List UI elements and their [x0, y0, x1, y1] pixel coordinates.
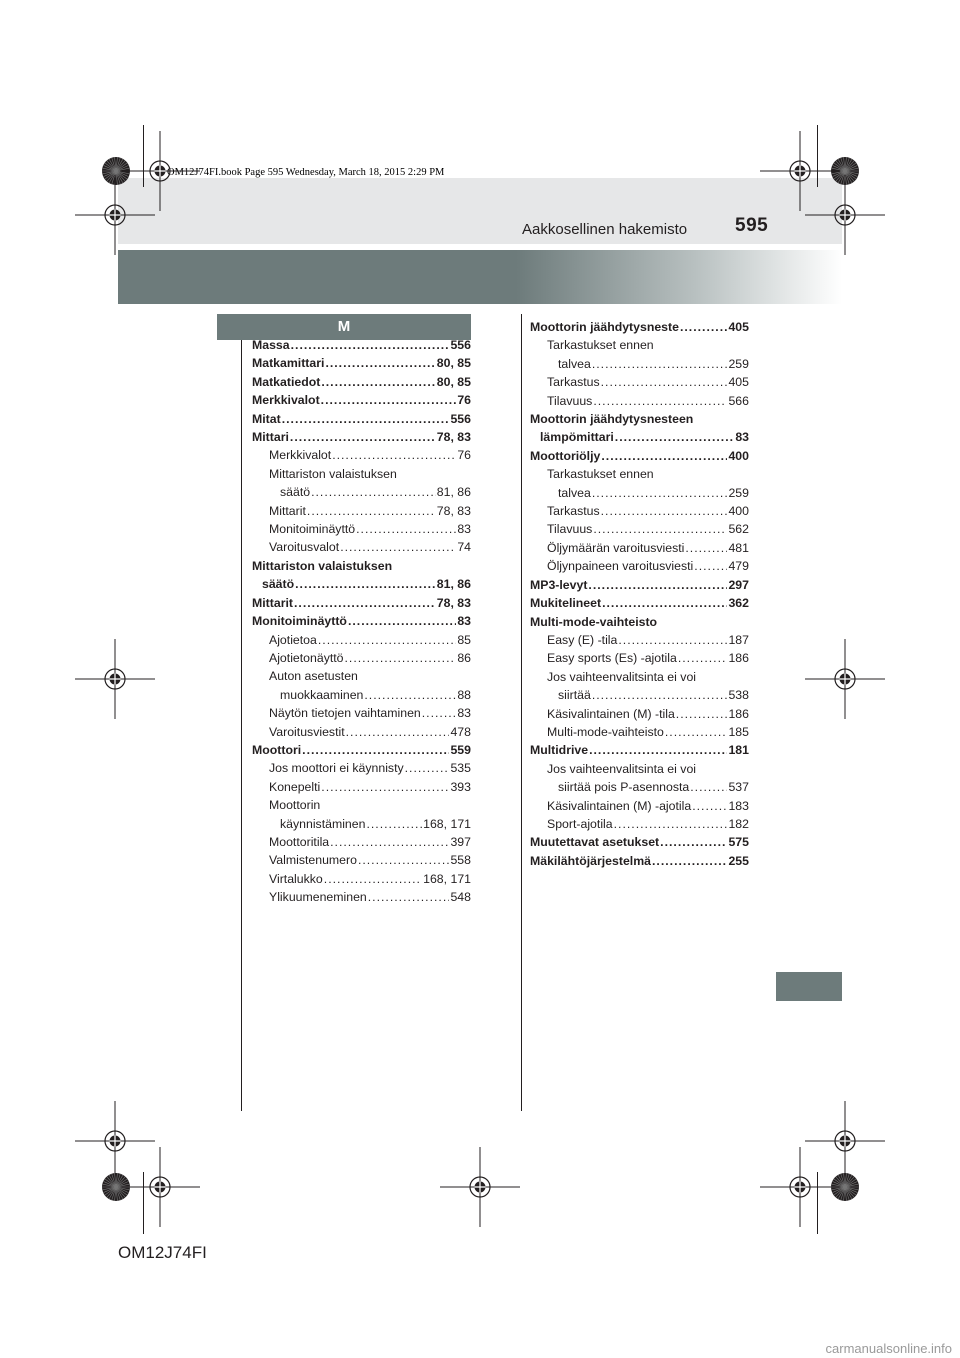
- index-entry-label: Mukitelineet: [530, 596, 602, 611]
- dot-leader: [302, 741, 449, 759]
- left-column-rule: [241, 340, 242, 1111]
- index-entry-page: 562: [728, 522, 749, 537]
- index-entry-label: Tarkastus: [547, 504, 600, 519]
- index-entry-page: 88: [457, 687, 471, 702]
- index-entry: [530, 447, 749, 465]
- index-entry-page: 80, 85: [436, 356, 471, 371]
- side-thumb-tab: [776, 972, 842, 1001]
- index-entry-label: Käsivalintainen (M) -ajotila: [547, 798, 692, 813]
- registration-starburst-mark: [100, 1171, 132, 1203]
- index-entry-page: 538: [728, 688, 749, 703]
- crop-line: [143, 1172, 144, 1234]
- index-entry-page: 76: [457, 393, 471, 408]
- index-line: Multi-mode-vaihteisto: [530, 614, 658, 629]
- index-entry: [252, 373, 471, 391]
- dot-leader: [618, 631, 727, 649]
- dot-leader: [325, 354, 435, 372]
- index-entry: [530, 705, 749, 723]
- index-entry-label: Monitoiminäyttö: [252, 614, 347, 629]
- index-entry-page: 83: [457, 522, 471, 537]
- index-entry-label: Näytön tietojen vaihtaminen: [269, 706, 421, 721]
- dot-leader: [332, 446, 456, 464]
- index-entry-page: 76: [457, 448, 471, 463]
- index-entry: [252, 612, 471, 630]
- index-entry-label: Merkkivalot: [269, 448, 332, 463]
- index-entry-label: Easy (E) -tila: [547, 632, 618, 647]
- index-entry-page: 393: [450, 779, 471, 794]
- index-entry-label: Massa: [252, 338, 290, 352]
- index-entry-page: 83: [735, 430, 749, 445]
- dot-leader: [311, 483, 436, 501]
- index-entry-label: käynnistäminen: [280, 816, 366, 831]
- index-entry: [252, 888, 471, 906]
- index-entry-label: MP3-levyt: [530, 577, 588, 592]
- index-entry-label: Öljynpaineen varoitusviesti: [547, 559, 694, 574]
- dot-leader: [290, 428, 436, 446]
- dot-leader: [588, 576, 727, 594]
- index-entry: [530, 594, 749, 612]
- dot-leader: [405, 759, 450, 777]
- index-entry: [530, 815, 749, 833]
- index-entry: [530, 797, 749, 815]
- index-entry: [530, 778, 749, 796]
- index-entry-label: Ajotietonäyttö: [269, 650, 344, 665]
- index-entry-page: 78, 83: [436, 503, 471, 518]
- index-line: Tarkastukset ennen: [547, 338, 654, 353]
- index-entry-label: Varoitusvalot: [269, 540, 340, 555]
- dot-leader: [356, 520, 456, 538]
- index-entry: [252, 833, 471, 851]
- dot-leader: [676, 705, 728, 723]
- index-entry: [530, 520, 749, 538]
- index-entry-page: 182: [728, 816, 749, 831]
- index-entry-page: 259: [728, 356, 749, 371]
- registration-crosshair-mark: [800, 634, 890, 724]
- index-entry-label: Monitoiminäyttö: [269, 522, 356, 537]
- index-entry-label: säätö: [262, 577, 295, 592]
- site-watermark: carmanualsonline.info: [825, 1341, 952, 1356]
- index-entry: [530, 392, 749, 410]
- index-entry-label: Multidrive: [530, 743, 589, 758]
- index-entry: [252, 354, 471, 372]
- index-entry-page: 566: [728, 393, 749, 408]
- dot-leader: [291, 336, 450, 354]
- index-entry: [252, 870, 471, 888]
- index-column-left: [252, 336, 471, 907]
- index-entry: [530, 539, 749, 557]
- index-entry-label: Moottori: [252, 742, 302, 757]
- index-entry-page: 405: [728, 320, 749, 334]
- index-entry-page: 183: [728, 798, 749, 813]
- index-entry-page: 558: [450, 853, 471, 868]
- index-entry: [530, 833, 749, 851]
- index-line: Auton asetusten: [269, 669, 358, 684]
- index-entry: [252, 704, 471, 722]
- dot-leader: [592, 355, 728, 373]
- index-line: Jos vaihteenvalitsinta ei voi: [547, 669, 697, 684]
- index-entry: [252, 538, 471, 556]
- registration-crosshair-mark: [435, 1142, 525, 1232]
- dot-leader: [358, 851, 450, 869]
- index-entry: [252, 741, 471, 759]
- index-entry: [530, 852, 749, 870]
- index-entry-label: Valmistenumero: [269, 853, 357, 868]
- index-entry-label: Merkkivalot: [252, 393, 320, 408]
- dot-leader: [368, 888, 450, 906]
- index-entry: [530, 741, 749, 759]
- index-entry-label: Moottoriöljy: [530, 448, 601, 463]
- index-entry-page: 548: [450, 890, 471, 905]
- index-entry: [530, 557, 749, 575]
- index-entry-label: Varoitusviestit: [269, 724, 345, 739]
- dot-leader: [295, 575, 436, 593]
- index-entry-page: 400: [728, 504, 749, 519]
- index-entry: [252, 575, 471, 593]
- index-entry-label: Tilavuus: [547, 522, 593, 537]
- document-code: OM12J74FI: [118, 1243, 207, 1262]
- index-line: Moottorin: [269, 798, 321, 813]
- index-entry: [530, 428, 749, 446]
- index-entry-label: Mäkilähtöjärjestelmä: [530, 853, 651, 868]
- index-entry-label: siirtää: [558, 688, 591, 703]
- dot-leader: [592, 484, 728, 502]
- index-entry-label: Mittarit: [269, 503, 306, 518]
- index-entry-label: Multi-mode-vaihteisto: [547, 724, 664, 739]
- index-entry-page: 80, 85: [436, 374, 471, 389]
- dot-leader: [678, 649, 728, 667]
- index-entry-page: 74: [457, 540, 471, 555]
- index-entry: [530, 373, 749, 391]
- dot-leader: [307, 502, 436, 520]
- index-entry-label: Tilavuus: [547, 393, 593, 408]
- index-entry-label: Muutettavat asetukset: [530, 835, 660, 850]
- index-entry-page: 559: [450, 742, 471, 757]
- dot-leader: [346, 723, 450, 741]
- dot-leader: [694, 557, 727, 575]
- index-entry-page: 168, 171: [423, 871, 471, 886]
- index-entry: [530, 723, 749, 741]
- index-entry-page: 537: [728, 780, 749, 795]
- dot-leader: [665, 723, 728, 741]
- index-entry-label: Mittarit: [252, 595, 293, 610]
- index-entry-label: talvea: [558, 356, 591, 371]
- index-entry-label: Tarkastus: [547, 375, 600, 390]
- dot-leader: [348, 612, 456, 630]
- dot-leader: [345, 649, 457, 667]
- registration-crosshair-mark: [70, 170, 160, 260]
- dot-leader: [321, 373, 435, 391]
- index-entry-page: 186: [728, 651, 749, 666]
- dot-leader: [330, 833, 449, 851]
- dot-leader: [652, 852, 727, 870]
- registration-crosshair-mark: [70, 634, 160, 724]
- index-entry-page: 535: [450, 761, 471, 776]
- index-entry-label: Jos moottori ei käynnisty: [269, 761, 404, 776]
- dot-leader: [680, 318, 728, 336]
- index-entry-page: 85: [457, 632, 471, 647]
- index-entry-label: Mitat: [252, 411, 281, 426]
- index-entry: [252, 502, 471, 520]
- dot-leader: [592, 686, 728, 704]
- index-entry-page: 187: [728, 632, 749, 647]
- dot-leader: [593, 392, 727, 410]
- index-entry-label: Mittari: [252, 430, 289, 445]
- index-entry-page: 86: [457, 650, 471, 665]
- index-entry: [252, 410, 471, 428]
- dot-leader: [294, 594, 436, 612]
- index-entry-page: 405: [728, 375, 749, 390]
- index-entry-page: 575: [728, 835, 749, 850]
- index-entry: [252, 851, 471, 869]
- index-entry: [530, 355, 749, 373]
- index-entry: [252, 759, 471, 777]
- index-entry-page: 481: [728, 540, 749, 555]
- dot-leader: [366, 815, 422, 833]
- index-entry-page: 181: [728, 743, 749, 758]
- index-entry-label: Öljymäärän varoitusviesti: [547, 540, 685, 555]
- index-entry-label: Ajotietoa: [269, 632, 317, 647]
- dot-leader: [614, 815, 728, 833]
- dot-leader: [340, 538, 456, 556]
- index-entry-label: Ylikuumeneminen: [269, 890, 367, 905]
- middle-column-rule: [521, 314, 522, 1111]
- index-entry-label: Easy sports (Es) -ajotila: [547, 651, 677, 666]
- index-entry-page: 78, 83: [436, 430, 471, 445]
- index-entry-label: Virtalukko: [269, 871, 323, 886]
- dot-leader: [690, 778, 727, 796]
- index-entry-page: 83: [457, 614, 471, 629]
- registration-starburst-mark: [829, 1171, 861, 1203]
- dot-leader: [318, 631, 456, 649]
- index-line: Jos vaihteenvalitsinta ei voi: [547, 761, 697, 776]
- index-entry-page: 397: [450, 834, 471, 849]
- index-entry-page: 78, 83: [436, 595, 471, 610]
- index-entry-label: Sport-ajotila: [547, 816, 613, 831]
- index-entry-label: talvea: [558, 485, 591, 500]
- page-number: 595: [735, 215, 769, 236]
- index-entry-page: 478: [450, 724, 471, 739]
- index-entry-label: Moottoritila: [269, 834, 330, 849]
- index-entry-page: 185: [728, 724, 749, 739]
- index-entry-label: Käsivalintainen (M) -tila: [547, 706, 675, 721]
- book-info-line: OM12J74FI.book Page 595 Wednesday, March 18, 2015 2:29 PM: [167, 167, 445, 178]
- dot-leader: [692, 797, 727, 815]
- index-entry: [530, 502, 749, 520]
- index-entry-page: 168, 171: [423, 816, 471, 831]
- index-entry-page: 259: [728, 485, 749, 500]
- index-entry-page: 186: [728, 706, 749, 721]
- dot-leader: [660, 833, 727, 851]
- dot-leader: [685, 539, 727, 557]
- dot-leader: [601, 447, 727, 465]
- index-entry-page: 81, 86: [436, 577, 471, 592]
- header-gradient-band: [118, 250, 842, 304]
- dot-leader: [602, 594, 727, 612]
- index-entry-page: 83: [457, 706, 471, 721]
- header-band: [118, 178, 842, 244]
- index-entry-label: muokkaaminen: [280, 687, 364, 702]
- index-entry: [252, 520, 471, 538]
- index-entry-label: lämpömittari: [540, 430, 614, 445]
- dot-leader: [321, 391, 457, 409]
- dot-leader: [589, 741, 727, 759]
- index-entry: [530, 686, 749, 704]
- index-entry-page: 556: [450, 411, 471, 426]
- index-entry: [252, 594, 471, 612]
- index-line: Mittariston valaistuksen: [252, 558, 393, 573]
- index-entry-page: 556: [450, 338, 471, 352]
- dot-leader: [324, 870, 422, 888]
- index-entry: [530, 576, 749, 594]
- index-entry: [252, 649, 471, 667]
- index-entry-page: 479: [728, 559, 749, 574]
- index-entry-label: siirtää pois P-asennosta: [558, 780, 690, 795]
- index-entry: [530, 631, 749, 649]
- index-entry-page: 362: [728, 596, 749, 611]
- dot-leader: [364, 686, 456, 704]
- index-entry: [530, 649, 749, 667]
- dot-leader: [601, 502, 728, 520]
- index-entry: [252, 723, 471, 741]
- section-title: Aakkosellinen hakemisto: [522, 221, 688, 238]
- index-entry: [530, 484, 749, 502]
- index-entry-page: 297: [728, 577, 749, 592]
- index-entry-label: Matkamittari: [252, 356, 325, 371]
- index-entry-label: Matkatiedot: [252, 374, 321, 389]
- index-entry: [252, 391, 471, 409]
- index-letter-heading: M: [217, 314, 471, 340]
- dot-leader: [601, 373, 728, 391]
- index-entry: [252, 336, 471, 354]
- index-entry: [252, 686, 471, 704]
- dot-leader: [615, 428, 735, 446]
- index-entry-label: Konepelti: [269, 779, 321, 794]
- index-line: Tarkastukset ennen: [547, 467, 654, 482]
- index-entry: [252, 428, 471, 446]
- dot-leader: [282, 410, 450, 428]
- index-entry-label: säätö: [280, 485, 311, 500]
- index-entry: [252, 815, 471, 833]
- crop-line: [817, 1172, 818, 1234]
- crop-line: [817, 125, 818, 187]
- index-column-right: [530, 318, 749, 870]
- index-entry-page: 400: [728, 448, 749, 463]
- index-line: Moottorin jäähdytysnesteen: [530, 412, 694, 427]
- dot-leader: [422, 704, 457, 722]
- index-entry-page: 255: [728, 853, 749, 868]
- crop-line: [143, 125, 144, 187]
- dot-leader: [321, 778, 449, 796]
- index-entry: [252, 778, 471, 796]
- index-line: Mittariston valaistuksen: [269, 466, 397, 481]
- index-entry: [252, 483, 471, 501]
- index-entry-page: 81, 86: [436, 485, 471, 500]
- index-entry-label: Moottorin jäähdytysneste: [530, 320, 679, 334]
- dot-leader: [593, 520, 727, 538]
- index-entry: [252, 631, 471, 649]
- index-entry: [252, 446, 471, 464]
- index-entry: [530, 318, 749, 336]
- registration-crosshair-mark: [800, 170, 890, 260]
